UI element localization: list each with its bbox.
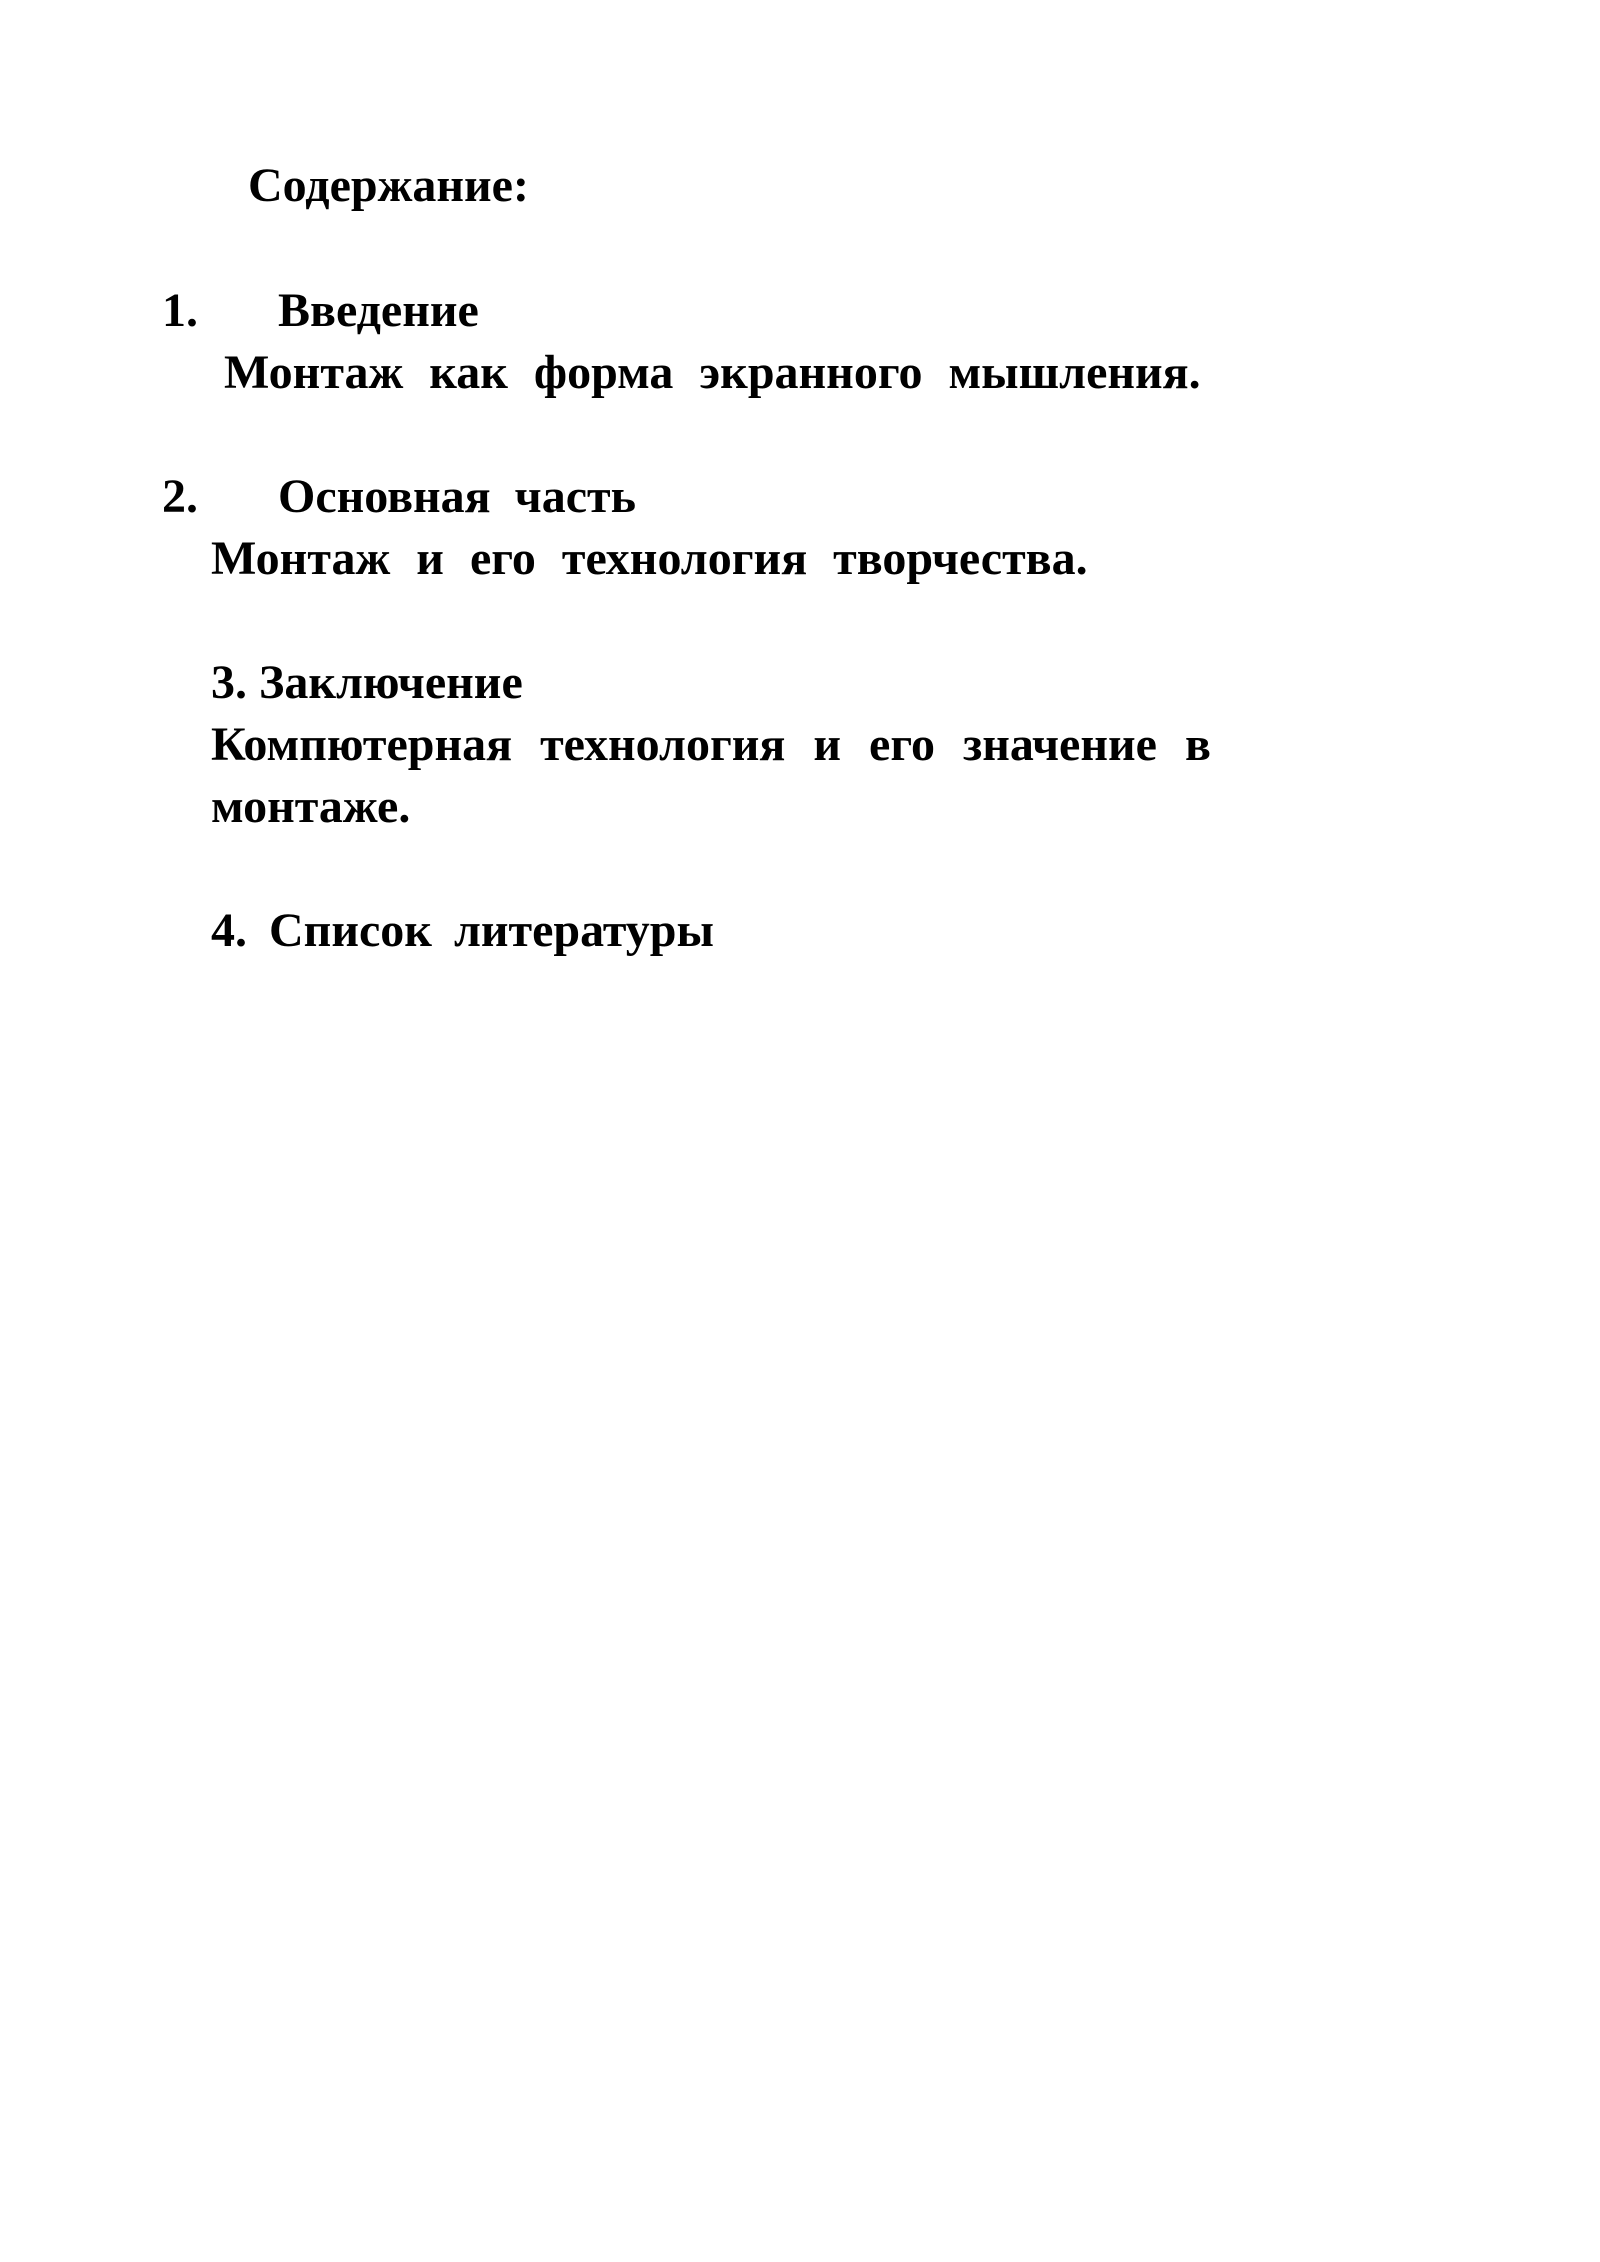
toc-item-2-description: Монтаж и его технология творчества. [211,532,1088,585]
page-title: Содержание: [248,159,529,212]
toc-item-3-description-line-2: монтаже. [211,780,411,833]
toc-item-1-number: 1. [162,284,198,337]
toc-item-3-description-line-1: Компютерная технология и его значение в [211,718,1211,771]
toc-item-1-description: Монтаж как форма экранного мышления. [224,346,1201,399]
toc-item-1-heading: Введение [278,284,479,337]
toc-item-3-heading: 3. Заключение [211,656,523,709]
toc-item-2-heading: Основная часть [278,470,636,523]
toc-item-4-heading: 4. Список литературы [211,904,714,957]
toc-item-2-number: 2. [162,470,198,523]
